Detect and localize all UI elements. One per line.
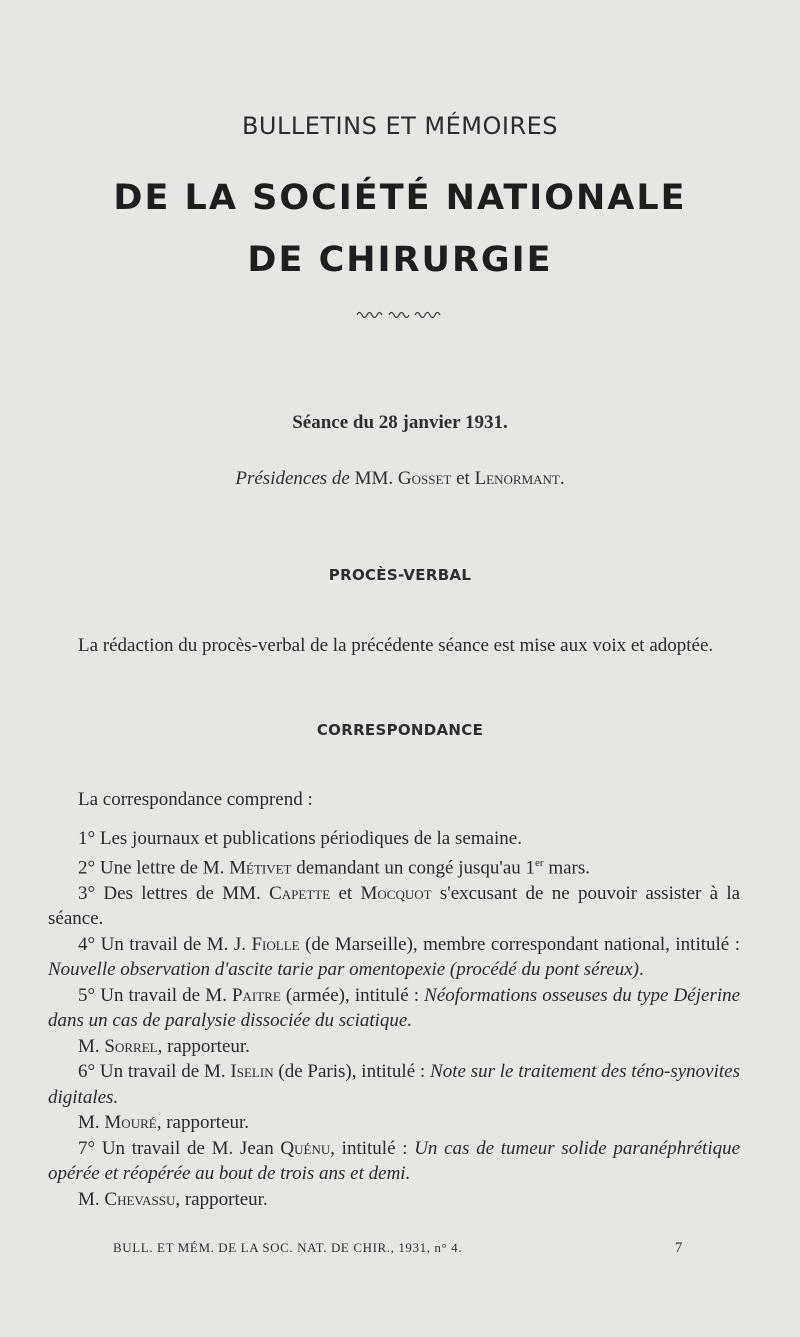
item-number: 7°: [78, 1137, 96, 1159]
presidency-line: [0, 468, 800, 490]
work-title: Note sur le traitement des téno-synovites digitales.: [48, 1061, 740, 1108]
item-text: s'excusant de ne pouvoir assister à la séance.: [48, 882, 741, 930]
work-title: Nouvelle observation d'ascite tarie par omentopexie (procédé du pont séreux): [48, 959, 639, 981]
rapporteur-prefix: M.: [78, 1035, 100, 1057]
author-name: Iselin: [230, 1061, 274, 1083]
rapporteur-role: , rapporteur.: [157, 1035, 250, 1057]
footer-citation: BULL. ET MÉM. DE LA SOC. NAT. DE CHIR., 1931, n° 4.: [113, 1240, 463, 1255]
work-title: Un cas de tumeur solide paranéphrétique opérée et réopérée au bout de trois ans et demi.: [48, 1137, 741, 1185]
wavy-ornament: [0, 306, 800, 325]
item-number: 1°: [78, 827, 96, 849]
rapporteur-prefix: M.: [78, 1188, 100, 1210]
rapporteur-name: Sorrel: [104, 1035, 158, 1057]
author-name: Quénu: [280, 1137, 331, 1159]
author-name: Fiolle: [251, 933, 300, 955]
item-text: Un travail de M.: [99, 1061, 226, 1083]
proces-verbal-text: [48, 633, 740, 659]
item-text: Les journaux et publications périodiques de la semaine.: [99, 827, 522, 849]
work-title: Néoformations osseuses du type Déjerine dans un cas de paralysie dissociée du sciatique.: [48, 984, 741, 1032]
item-text: (armée), intitulé :: [285, 984, 420, 1006]
proces-verbal-paragraph: La rédaction du procès-verbal de la précédente séance est mise aux voix et adoptée.: [78, 635, 714, 656]
president-1: Gosset: [397, 468, 452, 489]
rapporteur-line: [48, 1034, 740, 1060]
item-text: et: [338, 882, 353, 904]
correspondance-item-3: [48, 881, 740, 932]
item-text: (de Paris), intitulé :: [278, 1061, 426, 1083]
correspondance-item-7: [48, 1136, 740, 1187]
correspondance-list: [48, 787, 740, 1212]
proces-verbal-heading: PROCÈS-VERBAL: [328, 566, 472, 584]
presidency-prefix: Présidences de: [235, 468, 350, 489]
rapporteur-line: [48, 1187, 740, 1213]
page-number: 7: [674, 1240, 683, 1256]
rapporteur-line: [48, 1110, 740, 1136]
superscript: er: [535, 857, 544, 869]
item-text: (de Marseille), membre correspondant national, intitulé :: [305, 933, 740, 955]
presidency-mm: MM.: [354, 468, 394, 489]
presidency-et: et: [456, 468, 470, 489]
rapporteur-role: , rapporteur.: [156, 1112, 250, 1134]
rapporteur-name: Mouré: [104, 1112, 157, 1134]
president-2: Lenormant.: [474, 468, 565, 489]
correspondance-item-1: [48, 826, 740, 852]
item-number: 3°: [78, 882, 96, 904]
rapporteur-role: , rapporteur.: [175, 1188, 268, 1210]
item-text: , intitulé :: [330, 1137, 408, 1159]
author-name: Capette: [269, 882, 331, 904]
page-footer: [113, 1240, 683, 1256]
correspondance-heading: CORRESPONDANCE: [316, 721, 484, 739]
series-title: BULLETINS ET MÉMOIRES: [241, 112, 559, 140]
item-text: Un travail de M. Jean: [101, 1137, 274, 1159]
correspondance-item-2: [48, 851, 740, 881]
item-text: Une lettre de M.: [99, 857, 225, 879]
item-text: demandant un congé jusqu'au 1: [296, 857, 536, 879]
item-text: .: [638, 959, 644, 981]
rapporteur-prefix: M.: [78, 1112, 100, 1134]
author-name: Métivet: [229, 857, 292, 879]
item-number: 2°: [78, 857, 96, 879]
correspondance-item-4: [48, 932, 740, 983]
item-text: mars.: [548, 857, 590, 879]
society-title-line2: DE CHIRURGIE: [247, 240, 553, 280]
correspondance-item-6: [48, 1059, 740, 1110]
item-number: 6°: [78, 1061, 96, 1083]
correspondance-item-5: [48, 983, 740, 1034]
society-title-line1: DE LA SOCIÉTÉ NATIONALE: [113, 178, 687, 218]
author-name: Paitre: [231, 984, 281, 1006]
author-name: Mocquot: [360, 882, 432, 904]
correspondance-intro: La correspondance comprend :: [78, 789, 313, 810]
item-text: Un travail de M. J.: [100, 933, 246, 955]
session-date: Séance du 28 janvier 1931.: [292, 412, 508, 433]
item-text: Des lettres de MM.: [103, 882, 261, 904]
rapporteur-name: Chevassu: [104, 1188, 176, 1210]
item-number: 5°: [78, 984, 96, 1006]
item-text: Un travail de M.: [100, 984, 227, 1006]
item-number: 4°: [78, 933, 96, 955]
